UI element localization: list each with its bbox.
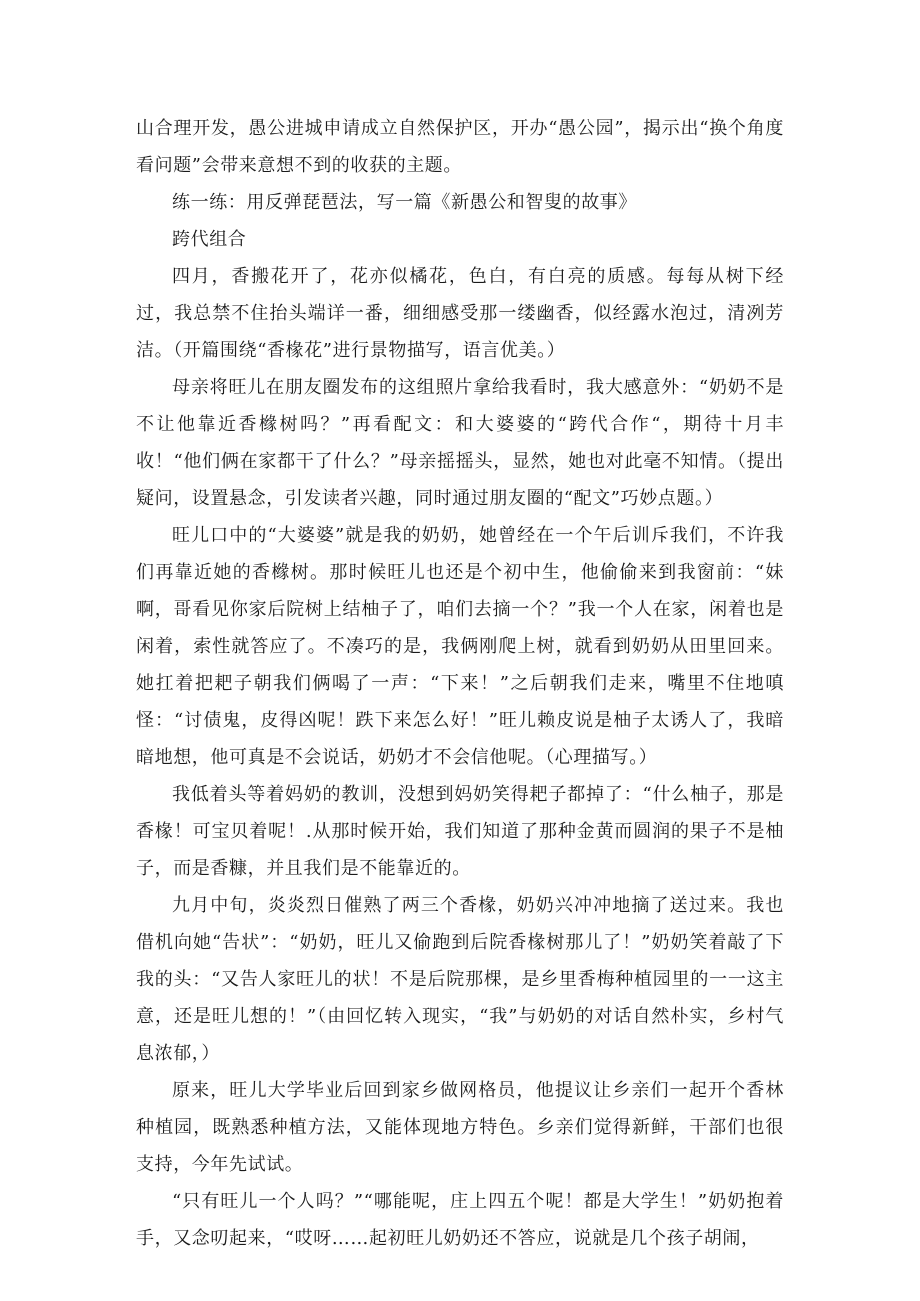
paragraph: “只有旺儿一个人吗？”“哪能呢，庄上四五个呢！都是大学生！”奶奶抱着手，又念叨起来，“哎呀……起初旺儿奶奶还不答应，说就是几个孩子胡闹， bbox=[136, 1191, 784, 1249]
paragraph: 九月中旬，炎炎烈日催熟了两三个香椽，奶奶兴冲冲地摘了送过来。我也借机向她“告状”：“奶奶，旺儿又偷跑到后院香椽树那儿了！”奶奶笑着敲了下我的头：“又告人家旺儿的状！不是后院那棵，是乡里香梅种植园里的一一这主意，还是旺儿想的！”（由回忆转入现实，“我”与奶奶的对话自然朴实，乡村气息浓郁，） bbox=[136, 895, 784, 1064]
paragraph: 四月，香搬花开了，花亦似橘花，色白，有白亮的质感。每每从树下经过，我总禁不住抬头端详一番，细细感受那一缕幽香，似经露水泡过，清冽芳洁。（开篇围绕“香椽花”进行景物描写，语言优美。） bbox=[136, 266, 784, 361]
paragraph-continuation: 山合理开发，愚公进城申请成立自然保护区，开办“愚公园”，揭示出“换个角度看问题”会带来意想不到的收获的主题。 bbox=[136, 118, 784, 176]
essay-title: 跨代组合 bbox=[172, 229, 247, 250]
paragraph: 我低着头等着妈奶的教训，没想到妈奶笑得耙子都掉了：“什么柚子，那是香椽！可宝贝着呢！.从那时候开始，我们知道了那种金黄而圆润的果子不是柚子，而是香糠，并且我们是不能靠近的。 bbox=[136, 784, 784, 879]
document-page bbox=[136, 110, 784, 1270]
paragraph: 原来，旺儿大学毕业后回到家乡做网格员，他提议让乡亲们一起开个香林种植园，既熟悉种植方法，又能体现地方特色。乡亲们觉得新鲜，干部们也很支持，今年先试试。 bbox=[136, 1080, 784, 1175]
paragraph: 旺儿口中的“大婆婆”就是我的奶奶，她曾经在一个午后训斥我们，不许我们再靠近她的香橼树。那时候旺儿也还是个初中生，他偷偷来到我窗前：“妹啊，哥看见你家后院树上结柚子了，咱们去摘一个？”我一个人在家，闲着也是闲着，索性就答应了。不凑巧的是，我俩刚爬上树，就看到奶奶从田里回来。她扛着把耙子朝我们俩喝了一声：“下来！”之后朝我们走来，嘴里不住地嗔怪：“讨债鬼，皮得凶呢！跌下来怎么好！”旺儿赖皮说是柚子太诱人了，我暗暗地想，他可真是不会说话，奶奶才不会信他呢。（心理描写。） bbox=[136, 525, 784, 768]
paragraph: 母亲将旺儿在朋友圈发布的这组照片拿给我看时，我大感意外：“奶奶不是不让他靠近香橼树吗？”再看配文：和大婆婆的“跨代合作“，期待十月丰收！“他们俩在家都干了什么？”母亲摇摇头，显然，她也对此毫不知情。（提出疑问，设置悬念，引发读者兴趣，同时通过朋友圈的“配文”巧妙点题。） bbox=[136, 377, 784, 509]
paragraph-exercise: 练一练：用反弹琵琶法，写一篇《新愚公和智叟的故事》 bbox=[172, 192, 637, 213]
